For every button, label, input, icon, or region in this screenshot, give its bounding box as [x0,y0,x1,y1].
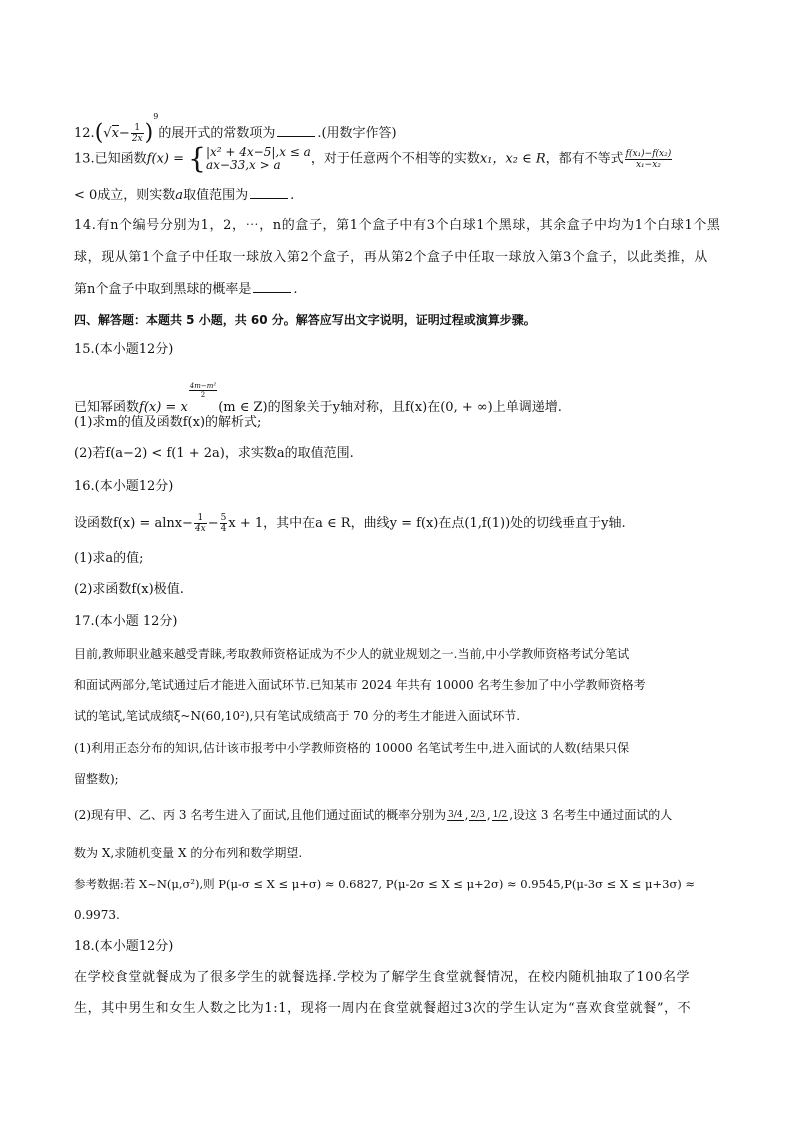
question-15-part1: (1)求m的值及函数f(x)的解析式; [74,415,262,430]
question-13-line2: < 0成立，则实数a取值范围为 . [74,188,295,203]
question-16-part2: (2)求函数f(x)极值. [74,582,184,597]
section-heading: 四、解答题：本题共 5 小题，共 60 分。解答应写出文字说明，证明过程或演算步骤。 [74,313,536,327]
exponent-fraction: $\frac{\text{4m−m²}}{2}$ [189,382,217,399]
question-17-part1a: (1)利用正态分布的知识,估计该市报考中小学教师资格的 10000 名笔试考生中,进入面试的人数(结果只保 [74,741,630,755]
question-number: 12. [74,126,95,141]
question-17-part2a: (2)现有甲、乙、丙 3 名考生进入了面试,且他们通过面试的概率分别为 3/4 , 2/3 , 1/2 ,设这 3 名考生中通过面试的人 [74,808,673,822]
fraction: $\frac{1}{4x}$ [194,513,206,534]
answer-blank [253,280,291,293]
question-14-line3: 第n个盒子中取到黑球的概率是 . [74,282,298,297]
question-15-head: 15.(本小题12分) [74,342,174,357]
fraction: $\frac{5}{4}$ [220,513,227,534]
question-14-line1: 14.有n个编号分别为1，2，⋯，n的盒子，第1个盒子中有3个白球1个黑球，其余盒子中均为1个白球1个黑 [74,218,721,233]
question-15-part2: (2)若f(a−2) < f(1 + 2a)，求实数a的取值范围. [74,446,354,461]
question-18-head: 18.(本小题12分) [74,939,174,954]
question-17-reference-end: 0.9973. [74,908,120,922]
question-17-line3: 试的笔试,笔试成绩ξ~N(60,10²),只有笔试成绩高于 70 分的考生才能进入面试环节. [74,709,521,723]
sqrt-expression: √x [103,126,119,141]
question-17-part2b: 数为 X,求随机变量 X 的分布列和数学期望. [74,846,303,860]
answer-blank [250,186,288,199]
fraction: $\frac{1}{2x}$ [131,123,143,144]
answer-blank [277,124,315,137]
difference-quotient: $\frac{\text{f(x₁)−f(x₂)}}{\text{x₁−x₂}}$ [625,148,672,170]
question-16-stem: 设函数f(x) = alnx− $\frac{1}{4x}$ − $\frac{5}{4}$ x + 1，其中在a ∈ R，曲线y = f(x)在点(1,f(1))处的切线垂直于y轴. [74,513,626,534]
piecewise-cases: |x² + 4x−5|,x ≤ a ax−33,x > a [205,145,311,172]
probability-fraction: 2/3 [470,810,485,820]
question-18-line1: 在学校食堂就餐成为了很多学生的就餐选择.学校为了解学生食堂就餐情况，在校内随机抽取了100名学 [74,970,691,985]
exponent: 9 [153,112,159,121]
question-17-part1b: 留整数); [74,772,119,786]
question-12: 12.(√x− $\frac{1}{2x}$ )$^9$的展开式的常数项为 .(用数字作答) [74,112,397,146]
question-18-line2: 生，其中男生和女生人数之比为1:1，现将一周内在食堂就餐超过3次的学生认定为“喜欢食堂就餐”，不 [74,1001,692,1016]
question-17-head: 17.(本小题 12分) [74,614,178,629]
question-16-head: 16.(本小题12分) [74,479,174,494]
question-16-part1: (1)求a的值; [74,551,144,566]
question-14-line2: 球，现从第1个盒子中任取一球放入第2个盒子，再从第2个盒子中任取一球放入第3个盒子，以此类推，从 [74,250,708,265]
probability-fraction: 3/4 [448,810,463,820]
question-17-reference: 参考数据:若 X~N(μ,σ²),则 P(μ-σ ≤ X ≤ μ+σ) ≈ 0.6827, P(μ-2σ ≤ X ≤ μ+2σ) ≈ 0.9545,P(μ-3σ ≤ X ≤ μ+3σ) ≈ [74,877,696,891]
question-13: 13.已知函数f(x) = { |x² + 4x−5|,x ≤ a ax−33,x > a ，对于任意两个不相等的实数x₁，x₂ ∈ R，都有不等式 $\frac{\text{f(x₁)−f(x₂)}}{\text{x₁−x₂}}$ [74,142,672,175]
question-17-line2: 和面试两部分,笔试通过后才能进入面试环节.已知某市 2024 年共有 10000 名考生参加了中小学教师资格考 [74,678,646,692]
probability-fraction: 1/2 [492,810,508,820]
question-15-stem: 已知幂函数f(x) = x $\frac{\text{4m−m²}}{2}$ (m ∈ Z)的图象关于y轴对称，且f(x)在(0, + ∞)上单调递增. [74,382,562,415]
question-17-line1: 目前,教师职业越来越受青睐,考取教师资格证成为不少人的就业规划之一.当前,中小学教师资格考试分笔试 [74,647,630,661]
